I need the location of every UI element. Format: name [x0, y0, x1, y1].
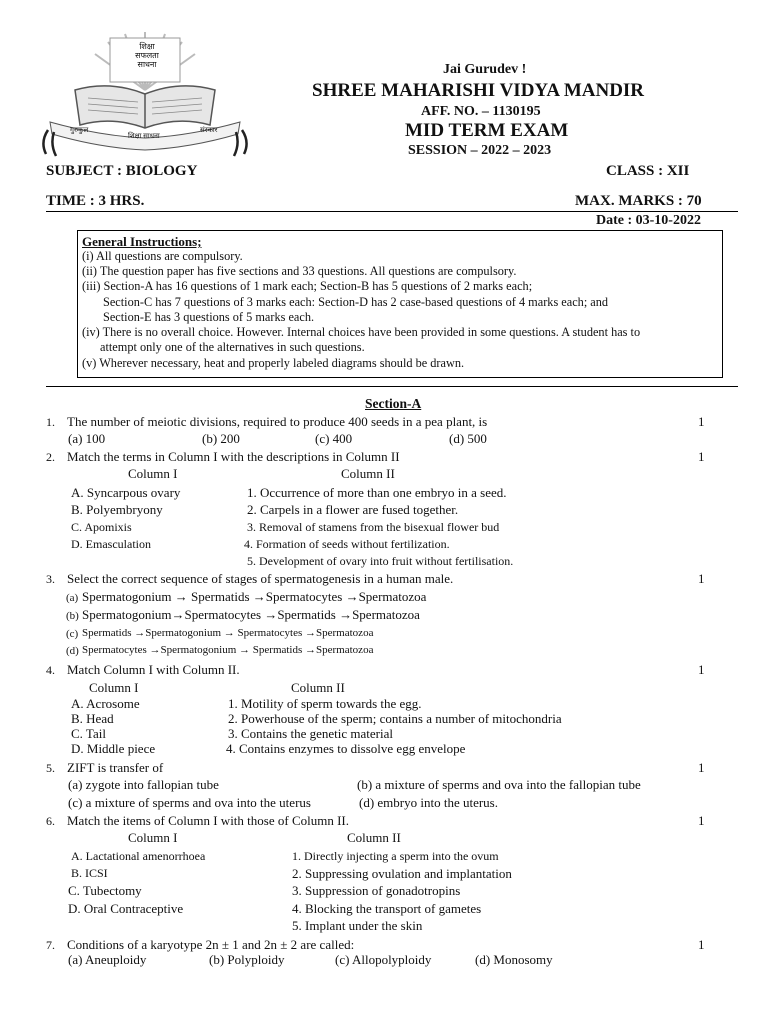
match-left-item: A. Lactational amenorrhoea — [71, 849, 206, 863]
option: Spermatids →Spermatogonium → Spermatocytes →Spermatozoa — [82, 627, 374, 639]
option: (c) Allopolyploidy — [335, 952, 432, 967]
column-header: Column I — [128, 830, 178, 845]
option-label: (b) — [66, 610, 79, 622]
logo-left-text: गुरुकुल — [70, 126, 89, 134]
instruction-line: attempt only one of the alternatives in such questions. — [100, 340, 365, 354]
option-label: (d) — [66, 645, 79, 657]
general-instructions — [77, 230, 723, 378]
instruction-line: (i) All questions are compulsory. — [82, 249, 243, 263]
question-number: 3. — [46, 572, 55, 586]
match-left-item: D. Emasculation — [71, 537, 151, 551]
match-left-item: D. Oral Contraceptive — [68, 901, 184, 916]
match-right-item: 4. Blocking the transport of gametes — [292, 901, 482, 916]
option: (a) Aneuploidy — [68, 952, 147, 967]
match-right-item: 1. Directly injecting a sperm into the ovum — [292, 849, 499, 863]
max-marks: MAX. MARKS : 70 — [575, 193, 702, 209]
option: (c) 400 — [315, 431, 353, 446]
question-text: Conditions of a karyotype 2n ± 1 and 2n ± 2 are called: — [67, 937, 355, 952]
instruction-line: (iii) Section-A has 16 questions of 1 mark each; Section-B has 5 questions of 2 marks each; — [82, 279, 533, 293]
logo-top-text: शिक्षा सफलता साधना — [135, 42, 159, 69]
question-text: Select the correct sequence of stages of spermatogenesis in a human male. — [67, 571, 454, 586]
option: Spermatogonium → Spermatids →Spermatocytes →Spermatozoa — [82, 589, 427, 604]
question-text: Match the terms in Column I with the descriptions in Column II — [67, 449, 400, 464]
option: (a) zygote into fallopian tube — [68, 777, 219, 792]
match-right-item: 2. Carpels in a flower are fused together. — [247, 502, 459, 517]
match-left-item: D. Middle piece — [71, 741, 156, 756]
column-header: Column I — [128, 466, 178, 481]
option: (b) a mixture of sperms and ova into the fallopian tube — [357, 777, 641, 792]
column-header: Column II — [341, 466, 395, 481]
question-marks: 1 — [698, 449, 705, 464]
question-number: 1. — [46, 415, 55, 429]
match-right-item: 5. Implant under the skin — [292, 918, 423, 933]
column-header: Column I — [89, 680, 139, 695]
section-title: Section-A — [365, 396, 422, 411]
instruction-line: (ii) The question paper has five sections and 33 questions. All questions are compulsory. — [82, 264, 517, 278]
question-number: 6. — [46, 814, 55, 828]
question-marks: 1 — [698, 937, 705, 952]
logo-right-text: संस्कार — [200, 126, 218, 134]
option: (b) Polyploidy — [209, 952, 285, 967]
column-header: Column II — [347, 830, 401, 845]
match-right-item: 2. Suppressing ovulation and implantation — [292, 866, 512, 881]
header-divider — [46, 211, 738, 212]
option: Spermatogonium→Spermatocytes →Spermatids →Spermatozoa — [82, 607, 420, 622]
option: (c) a mixture of sperms and ova into the uterus — [68, 795, 311, 810]
logo-bottom-text: शिक्षा साधना — [128, 132, 160, 140]
instruction-line: Section-C has 7 questions of 3 marks each: Section-D has 2 case-based questions of 4 marks each; and — [103, 295, 609, 309]
school-logo — [40, 30, 250, 160]
match-right-item: 3. Removal of stamens from the bisexual flower bud — [247, 520, 500, 534]
exam-title: MID TERM EXAM — [405, 120, 569, 141]
school-name: SHREE MAHARISHI VIDYA MANDIR — [312, 80, 645, 101]
option: (d) 500 — [449, 431, 487, 446]
match-left-item: B. Head — [71, 711, 114, 726]
option: (b) 200 — [202, 431, 240, 446]
question-marks: 1 — [698, 813, 705, 828]
session: SESSION – 2022 – 2023 — [408, 143, 552, 158]
question-number: 2. — [46, 450, 55, 464]
affiliation-number: AFF. NO. – 1130195 — [421, 104, 541, 119]
question-text: The number of meiotic divisions, required to produce 400 seeds in a pea plant, is — [67, 414, 488, 429]
question-number: 4. — [46, 663, 55, 677]
match-right-item: 1. Occurrence of more than one embryo in a seed. — [247, 485, 507, 500]
exam-date: Date : 03-10-2022 — [596, 213, 701, 228]
option: (d) embryo into the uterus. — [359, 795, 498, 810]
column-header: Column II — [291, 680, 345, 695]
match-left-item: C. Tail — [71, 726, 106, 741]
instruction-line: (iv) There is no overall choice. However. Internal choices have been provided in some questions. A student has to — [82, 325, 641, 339]
match-left-item: A. Syncarpous ovary — [71, 485, 181, 500]
match-left-item: C. Tubectomy — [68, 883, 142, 898]
match-right-item: 5. Development of ovary into fruit without fertilisation. — [247, 554, 514, 568]
match-left-item: B. Polyembryony — [71, 502, 163, 517]
question-marks: 1 — [698, 414, 705, 429]
option: (d) Monosomy — [475, 952, 553, 967]
match-right-item: 2. Powerhouse of the sperm; contains a number of mitochondria — [228, 711, 562, 726]
match-right-item: 3. Suppression of gonadotropins — [292, 883, 461, 898]
instruction-line: (v) Wherever necessary, heat and properly labeled diagrams should be drawn. — [82, 356, 465, 370]
option-label: (c) — [66, 628, 79, 640]
instruction-line: Section-E has 3 questions of 5 marks each. — [103, 310, 315, 324]
question-number: 7. — [46, 938, 55, 952]
question-marks: 1 — [698, 662, 705, 677]
option-label: (a) — [66, 592, 79, 604]
question-text: ZIFT is transfer of — [67, 760, 164, 775]
greeting: Jai Gurudev ! — [443, 62, 527, 77]
question-text: Match Column I with Column II. — [67, 662, 240, 677]
instructions-title: General Instructions; — [82, 234, 202, 249]
match-right-item: 1. Motility of sperm towards the egg. — [228, 696, 422, 711]
match-left-item: C. Apomixis — [71, 520, 132, 534]
match-left-item: B. ICSI — [71, 866, 108, 880]
match-right-item: 4. Formation of seeds without fertilization. — [244, 537, 450, 551]
match-right-item: 3. Contains the genetic material — [228, 726, 393, 741]
question-marks: 1 — [698, 760, 705, 775]
question-number: 5. — [46, 761, 55, 775]
question-text: Match the items of Column I with those of Column II. — [67, 813, 349, 828]
time: TIME : 3 HRS. — [46, 193, 145, 209]
option: (a) 100 — [68, 431, 106, 446]
match-right-item: 4. Contains enzymes to dissolve egg envelope — [226, 741, 466, 756]
question-marks: 1 — [698, 571, 705, 586]
class: CLASS : XII — [606, 163, 690, 179]
section-divider — [46, 386, 738, 387]
subject: SUBJECT : BIOLOGY — [46, 163, 198, 179]
match-left-item: A. Acrosome — [71, 696, 140, 711]
option: Spermatocytes →Spermatogonium → Spermatids →Spermatozoa — [82, 644, 374, 656]
